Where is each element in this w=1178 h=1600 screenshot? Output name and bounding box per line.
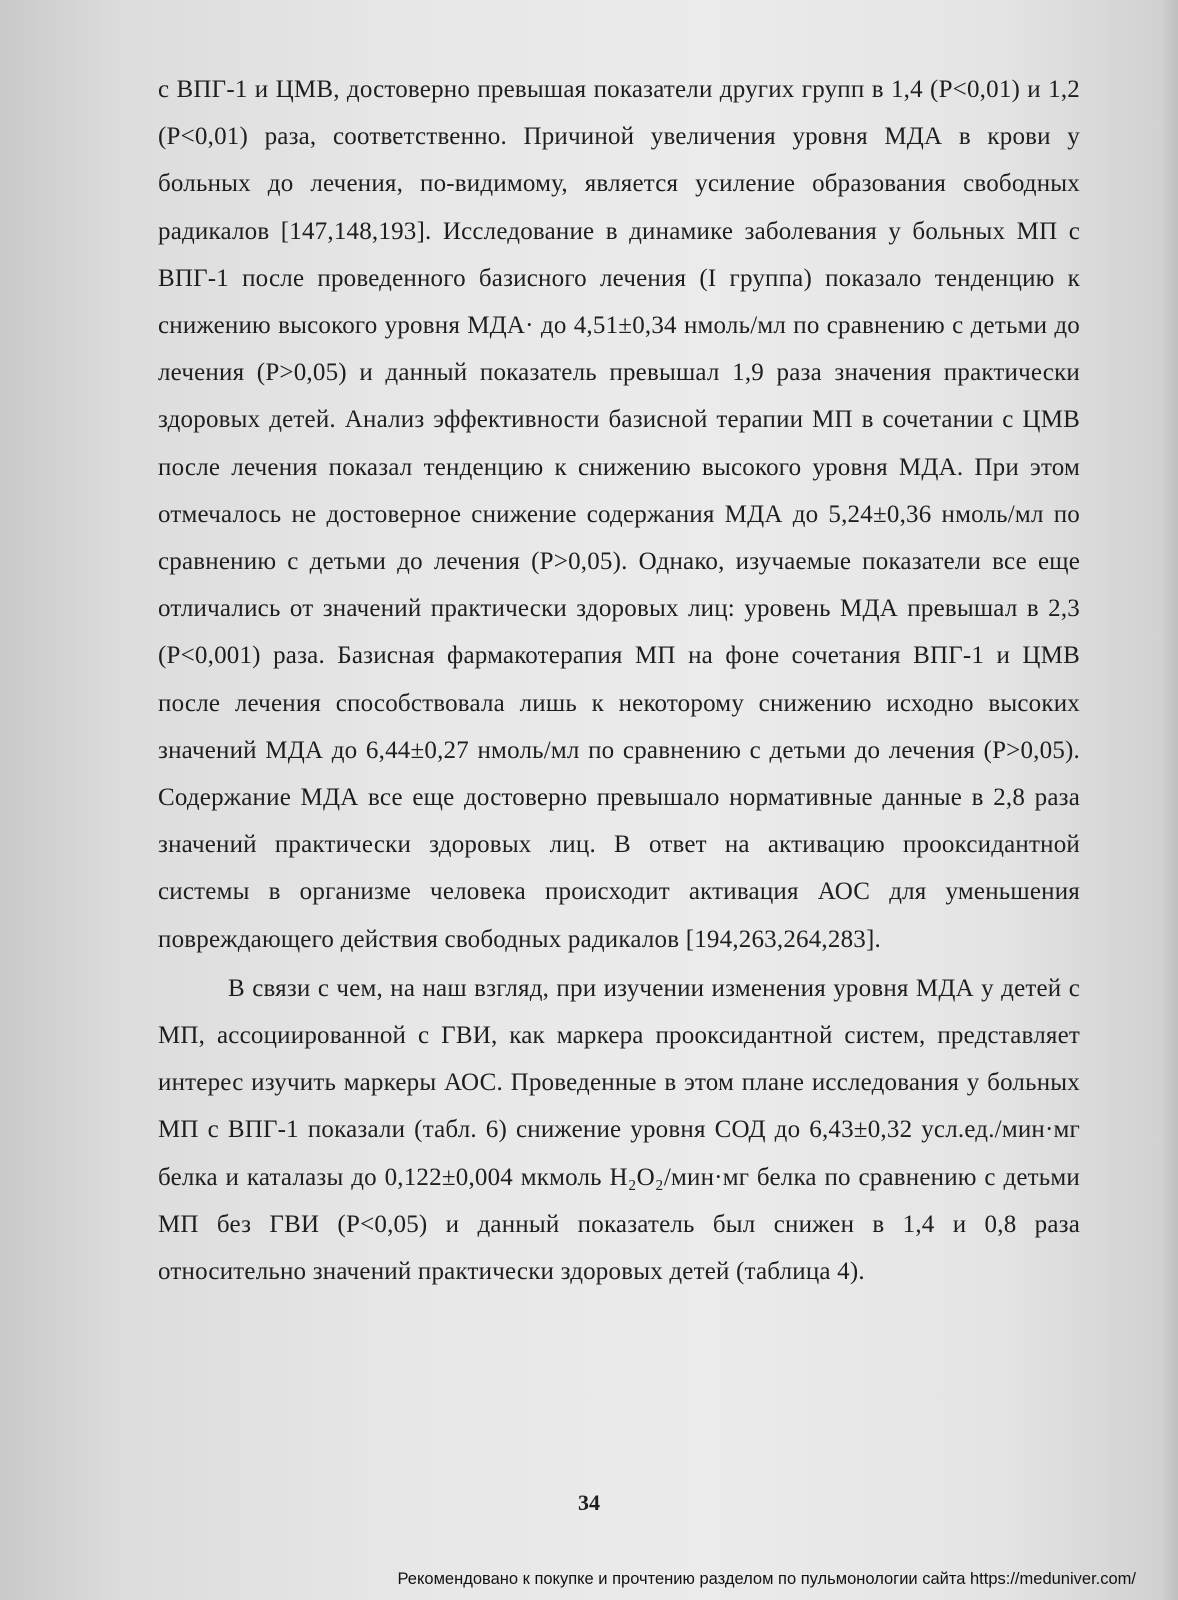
paragraph-2: В связи с чем, на наш взгляд, при изучении изменения уровня МДА у детей с МП, ассоциированной с ГВИ, как маркера прооксидантной систем, представляет интерес изучить маркеры АОС. Проведенные в этом плане исследования у больных МП с ВПГ-1 показали (табл. 6) снижение уровня СОД до 6,43±0,32 усл.ед./мин·мг белка и каталазы до 0,122±0,004 мкмоль H₂O₂/мин·мг белка по сравнению с детьми МП без ГВИ (Р<0,05) и данный показатель был снижен в 1,4 и 0,8 раза относительно значений практически здоровых детей (таблица 4). <box>158 974 1080 1286</box>
paragraph-1: с ВПГ-1 и ЦМВ, достоверно превышая показатели других групп в 1,4 (Р<0,01) и 1,2 (Р<0,01) раза, соответственно. Причиной увеличения уровня МДА в крови у больных до лечения, по-видимому, является усиление образования свободных радикалов [147,148,193]. Исследование в динамике заболевания у больных МП с ВПГ-1 после проведенного базисного лечения (I группа) показало тенденцию к снижению высокого уровня МДА· до 4,51±0,34 нмоль/мл по сравнению с детьми до лечения (Р>0,05) и данный показатель превышал 1,9 раза значения практически здоровых детей. Анализ эффективности базисной терапии МП в сочетании с ЦМВ после лечения показал тенденцию к снижению высокого уровня МДА. При этом отмечалось не достоверное снижение содержания МДА до 5,24±0,36 нмоль/мл по сравнению с детьми до лечения (Р>0,05). Однако, изучаемые показатели все еще отличались от значений практически здоровых лиц: уровень МДА превышал в 2,3 (Р<0,001) раза. Базисная фармакотерапия МП на фоне сочетания ВПГ-1 и ЦМВ после лечения способствовала лишь к некоторому снижению исходно высоких значений МДА до 6,44±0,27 нмоль/мл по сравнению с детьми до лечения (Р>0,05). Содержание МДА все еще достоверно превышало нормативные данные в 2,8 раза значений практически здоровых лиц. В ответ на активацию прооксидантной системы в организме человека происходит активация АОС для уменьшения повреждающего действия свободных радикалов [194,263,264,283]. <box>158 76 1080 953</box>
watermark-text: Рекомендовано к покупке и прочтению разделом по пульмонологии сайта https://meduniver.com/ <box>397 1570 1136 1588</box>
page-number: 34 <box>578 1490 600 1515</box>
document-body <box>158 66 1080 1295</box>
page-edge-shadow <box>1160 0 1178 1600</box>
